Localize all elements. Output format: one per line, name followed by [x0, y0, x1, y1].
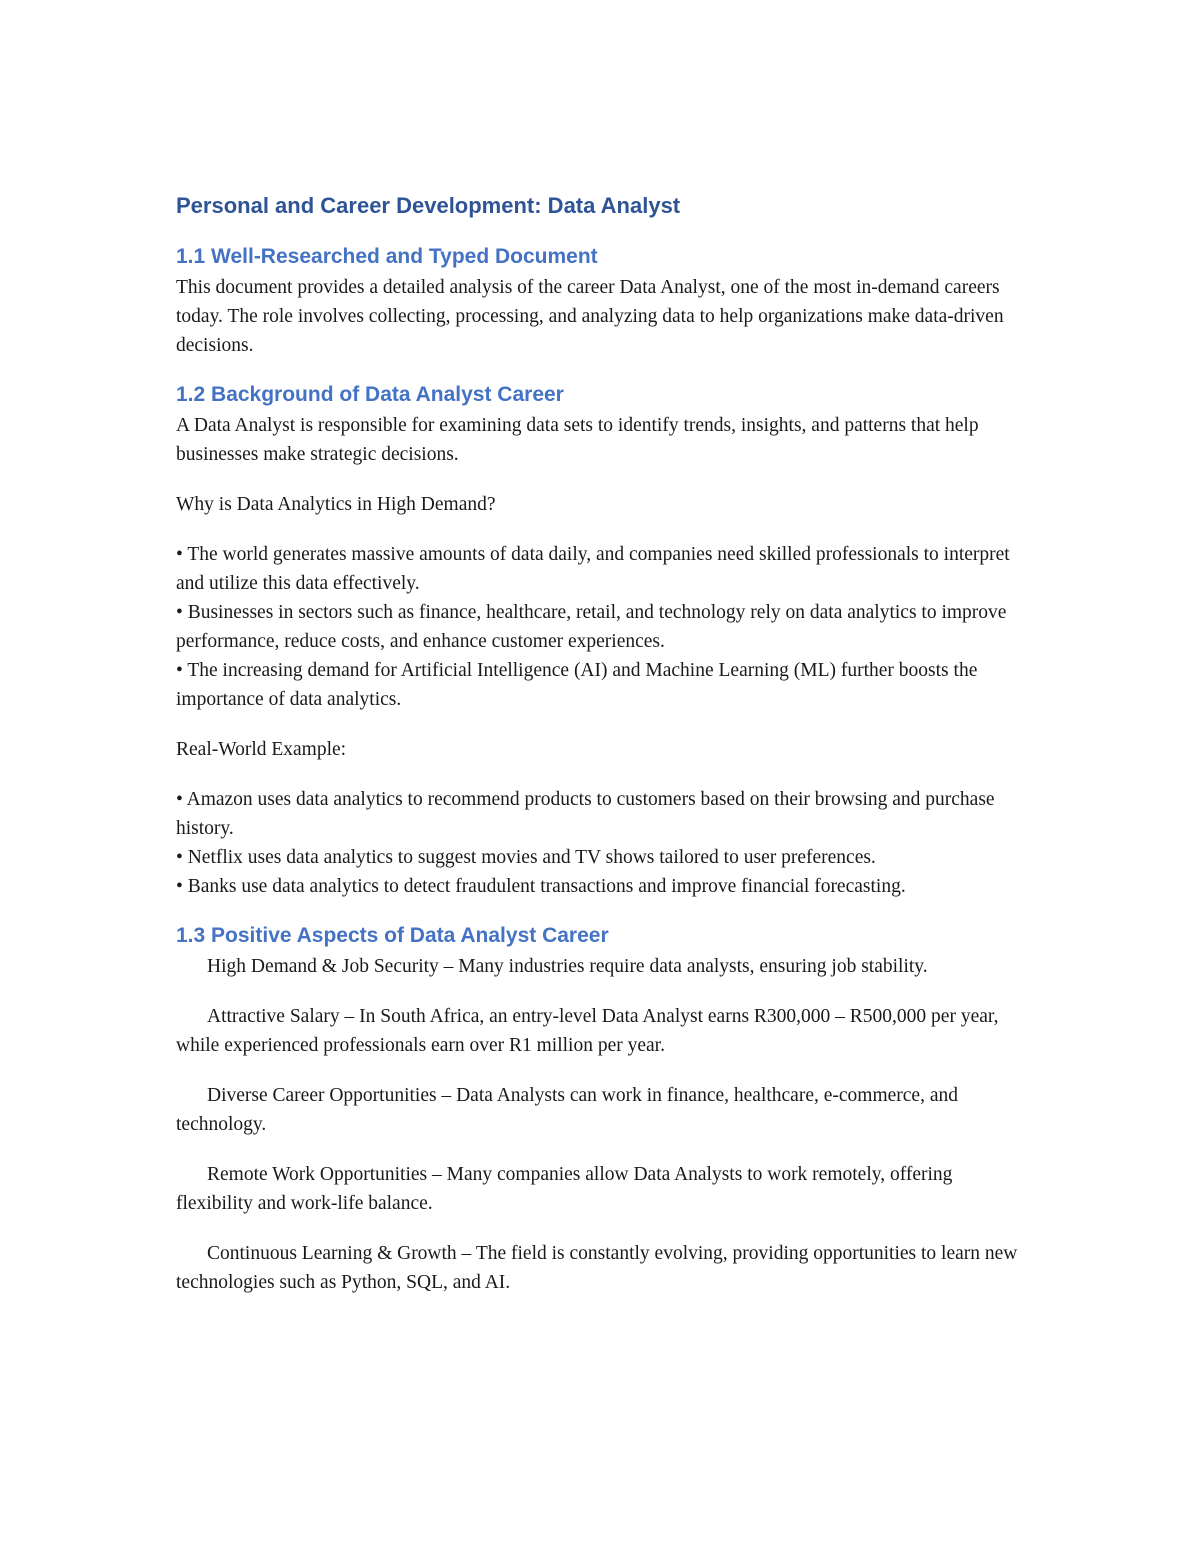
section-positive-aspects	[176, 922, 1026, 1297]
section-background	[176, 381, 1026, 901]
section-well-researched	[176, 243, 1026, 360]
aspect-item: Diverse Career Opportunities – Data Analysts can work in finance, healthcare, e-commerce, and technology.	[176, 1085, 958, 1135]
list-item: • Netflix uses data analytics to suggest movies and TV shows tailored to user preferences.	[176, 847, 876, 868]
section-heading: 1.1 Well-Researched and Typed Document	[176, 245, 598, 268]
list-item: • Amazon uses data analytics to recommend products to customers based on their browsing and purchase history.	[176, 789, 995, 839]
document-title: Personal and Career Development: Data Analyst	[176, 193, 681, 218]
aspect-item: Continuous Learning & Growth – The field is constantly evolving, providing opportunities to learn new technologies such as Python, SQL, and AI.	[176, 1243, 1018, 1293]
section-body: This document provides a detailed analysis of the career Data Analyst, one of the most in-demand careers today. The role involves collecting, processing, and analyzing data to help organizations make data-driven decisions.	[176, 277, 1004, 356]
list-item: • The world generates massive amounts of data daily, and companies need skilled professionals to interpret and utilize this data effectively.	[176, 544, 1010, 594]
list-item: • The increasing demand for Artificial Intelligence (AI) and Machine Learning (ML) further boosts the importance of data analytics.	[176, 660, 978, 710]
list-item: • Banks use data analytics to detect fraudulent transactions and improve financial forecasting.	[176, 876, 906, 897]
example-label: Real-World Example:	[176, 739, 347, 760]
section-heading: 1.2 Background of Data Analyst Career	[176, 383, 564, 406]
why-demand-label: Why is Data Analytics in High Demand?	[176, 494, 496, 515]
section-heading: 1.3 Positive Aspects of Data Analyst Career	[176, 924, 609, 947]
section-body: A Data Analyst is responsible for examining data sets to identify trends, insights, and patterns that help businesses make strategic decisions.	[176, 415, 979, 465]
document-content	[176, 191, 1026, 1297]
aspect-item: Remote Work Opportunities – Many companies allow Data Analysts to work remotely, offering flexibility and work-life balance.	[176, 1164, 953, 1214]
aspect-item: Attractive Salary – In South Africa, an entry-level Data Analyst earns R300,000 – R500,000 per year, while experienced professionals earn over R1 million per year.	[176, 1006, 999, 1056]
example-list	[176, 785, 1026, 901]
why-demand-list	[176, 540, 1026, 714]
list-item: • Businesses in sectors such as finance, healthcare, retail, and technology rely on data analytics to improve performance, reduce costs, and enhance customer experiences.	[176, 602, 1007, 652]
aspect-item: High Demand & Job Security – Many industries require data analysts, ensuring job stability.	[207, 956, 928, 977]
